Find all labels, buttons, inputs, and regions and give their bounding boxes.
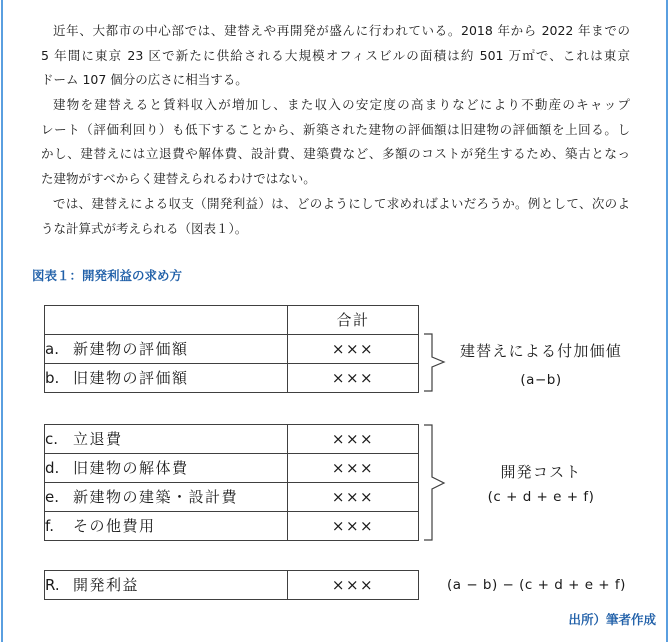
added-value-label: 建替えによる付加価値 [459,342,622,360]
added-value-formula: (a−b) [520,372,562,388]
body-text-line: レート（評価利回り）も低下することから、新築された建物の評価額は旧建物の評価額を上回る。し [41,121,630,137]
row-value: ××× [288,364,419,393]
body-text [41,19,630,241]
row-letter: b. [45,369,60,387]
table-header-row [45,306,419,335]
source-note: 出所）筆者作成 [568,612,656,627]
row-label-cell [45,335,288,364]
cost-table [44,424,419,541]
development-cost-formula: (c + d + e + f) [487,489,595,505]
row-value: ××× [288,425,419,454]
valuation-table [44,305,419,393]
header-blank-cell [45,306,288,335]
body-text-line: 近年、大都市の中心部では、建替えや再開発が盛んに行われている。2018 年から 2022 年までの [53,23,630,38]
development-cost-label: 開発コスト [500,463,582,481]
table-row-d [45,454,419,483]
body-text-line: うな計算式が考えられる（図表１）。 [41,220,248,236]
body-text-line: では、建替えによる収支（開発利益）は、どのようにして求めればよいだろうか。例として、次のよ [53,195,630,211]
row-label: その他費用 [73,517,156,535]
frame-border-right [666,0,668,642]
body-text-line: かし、建替えには立退費や解体費、設計費、建築費など、多額のコストが発生するため、築古となっ [41,146,630,162]
row-label-cell [45,571,288,600]
body-text-line: 建物を建替えると賃料収入が増加し、また収入の安定度の高まりなどにより不動産のキャップ [53,97,630,113]
development-profit-formula: (a − b) − (c + d + e + f) [447,577,626,593]
row-label: 旧建物の解体費 [73,459,189,477]
row-letter: d. [45,459,60,477]
row-label-cell [45,512,288,541]
bracket-development-cost [424,425,444,540]
figure-caption: 図表１：開発利益の求め方 [32,268,183,283]
row-label-cell [45,454,288,483]
row-label: 旧建物の評価額 [73,369,189,387]
table-row-b [45,364,419,393]
row-value: ××× [288,454,419,483]
body-text-line: ドーム 107 個分の広さに相当する。 [41,72,248,88]
row-letter: a. [45,340,59,358]
bracket-added-value [424,334,444,391]
table-row-r [45,571,419,600]
table-row-e [45,483,419,512]
row-value: ××× [288,571,419,600]
row-label-cell [45,425,288,454]
row-label: 立退費 [73,430,123,448]
body-text-line: 5 年間に東京 23 区で新たに供給される大規模オフィスビルの面積は約 501 万㎡で、これは東京 [41,47,630,63]
row-label: 新建物の建築・設計費 [73,488,239,506]
brackets [420,330,450,545]
table-row-c [45,425,419,454]
row-value: ××× [288,483,419,512]
header-total-cell: 合計 [288,306,419,335]
table-row-f [45,512,419,541]
row-letter: R. [45,576,60,594]
frame-border-left [1,0,3,642]
body-text-line: た建物がすべからく建替えられるわけではない。 [41,171,316,187]
row-label-cell [45,364,288,393]
row-label: 新建物の評価額 [73,340,189,358]
profit-table [44,570,419,600]
row-value: ××× [288,512,419,541]
row-letter: e. [45,488,59,506]
row-letter: f. [45,517,54,535]
table-row-a [45,335,419,364]
row-value: ××× [288,335,419,364]
row-letter: c. [45,430,59,448]
row-label-cell [45,483,288,512]
row-label: 開発利益 [73,576,140,594]
